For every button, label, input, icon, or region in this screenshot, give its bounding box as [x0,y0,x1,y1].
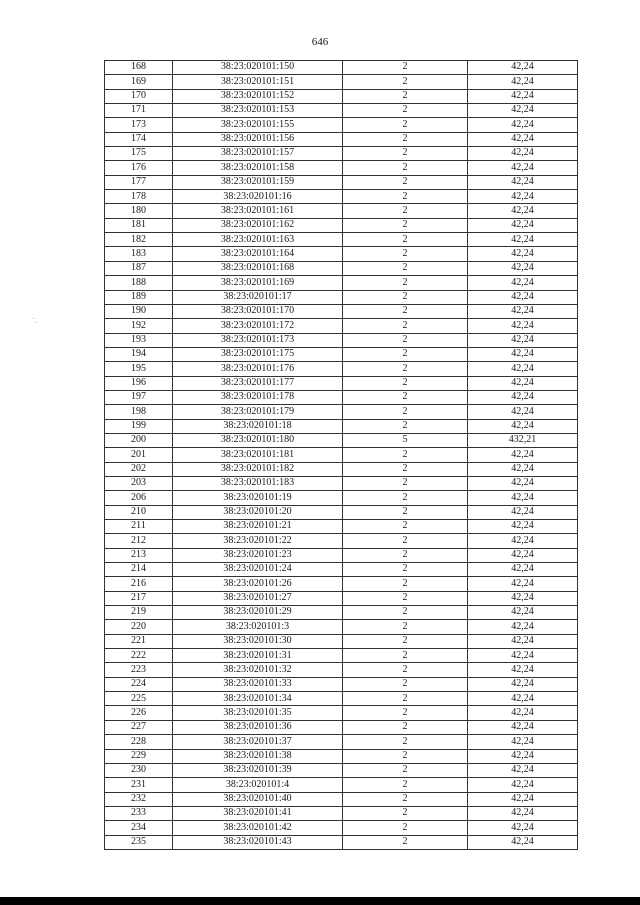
table-row [105,735,578,749]
value-cell: 42,24 [468,261,578,275]
count-cell: 2 [343,749,468,763]
cadastral-number-cell: 38:23:020101:24 [173,563,343,577]
value-cell: 42,24 [468,304,578,318]
count-cell: 2 [343,563,468,577]
value-cell: 42,24 [468,792,578,806]
cadastral-number-cell: 38:23:020101:26 [173,577,343,591]
row-number-cell: 219 [105,606,173,620]
cadastral-number-cell: 38:23:020101:158 [173,161,343,175]
cadastral-number-cell: 38:23:020101:176 [173,362,343,376]
row-number-cell: 183 [105,247,173,261]
value-cell: 42,24 [468,520,578,534]
cadastral-number-cell: 38:23:020101:23 [173,548,343,562]
cadastral-number-cell: 38:23:020101:181 [173,448,343,462]
row-number-cell: 178 [105,190,173,204]
table-row [105,104,578,118]
count-cell: 2 [343,606,468,620]
row-number-cell: 187 [105,261,173,275]
value-cell: 42,24 [468,634,578,648]
value-cell: 42,24 [468,390,578,404]
table-row [105,677,578,691]
table-row [105,692,578,706]
value-cell: 42,24 [468,276,578,290]
cadastral-number-cell: 38:23:020101:33 [173,677,343,691]
value-cell: 42,24 [468,419,578,433]
table-row [105,247,578,261]
table-row [105,448,578,462]
count-cell: 2 [343,233,468,247]
value-cell: 42,24 [468,190,578,204]
value-cell: 42,24 [468,376,578,390]
table-row [105,520,578,534]
row-number-cell: 203 [105,476,173,490]
row-number-cell: 169 [105,75,173,89]
row-number-cell: 224 [105,677,173,691]
cadastral-number-cell: 38:23:020101:39 [173,763,343,777]
table-row [105,778,578,792]
value-cell: 42,24 [468,175,578,189]
count-cell: 2 [343,821,468,835]
value-cell: 42,24 [468,218,578,232]
table-row [105,835,578,849]
cadastral-number-cell: 38:23:020101:182 [173,462,343,476]
count-cell: 2 [343,132,468,146]
value-cell: 42,24 [468,405,578,419]
table-row [105,376,578,390]
scan-speck [33,318,34,319]
row-number-cell: 230 [105,763,173,777]
table-row [105,161,578,175]
table-row [105,792,578,806]
row-number-cell: 193 [105,333,173,347]
row-number-cell: 192 [105,319,173,333]
row-number-cell: 221 [105,634,173,648]
row-number-cell: 211 [105,520,173,534]
row-number-cell: 217 [105,591,173,605]
count-cell: 2 [343,505,468,519]
scan-speck [36,322,37,323]
count-cell: 2 [343,462,468,476]
page-number: 646 [311,36,329,48]
table-row [105,390,578,404]
cadastral-number-cell: 38:23:020101:162 [173,218,343,232]
count-cell: 2 [343,147,468,161]
value-cell: 42,24 [468,692,578,706]
row-number-cell: 195 [105,362,173,376]
table-row [105,204,578,218]
cadastral-number-cell: 38:23:020101:177 [173,376,343,390]
cadastral-number-cell: 38:23:020101:183 [173,476,343,490]
count-cell: 2 [343,118,468,132]
value-cell: 42,24 [468,763,578,777]
value-cell: 42,24 [468,548,578,562]
table-row [105,720,578,734]
row-number-cell: 216 [105,577,173,591]
cadastral-number-cell: 38:23:020101:159 [173,175,343,189]
cadastral-number-cell: 38:23:020101:19 [173,491,343,505]
value-cell: 42,24 [468,821,578,835]
count-cell: 2 [343,835,468,849]
cadastral-number-cell: 38:23:020101:20 [173,505,343,519]
value-cell: 42,24 [468,233,578,247]
count-cell: 2 [343,534,468,548]
value-cell: 42,24 [468,706,578,720]
cadastral-number-cell: 38:23:020101:31 [173,649,343,663]
count-cell: 2 [343,706,468,720]
cadastral-number-cell: 38:23:020101:164 [173,247,343,261]
table-row [105,706,578,720]
row-number-cell: 176 [105,161,173,175]
count-cell: 2 [343,448,468,462]
value-cell: 42,24 [468,204,578,218]
row-number-cell: 171 [105,104,173,118]
table-row [105,548,578,562]
count-cell: 2 [343,161,468,175]
value-cell: 42,24 [468,462,578,476]
value-cell: 42,24 [468,75,578,89]
row-number-cell: 213 [105,548,173,562]
count-cell: 2 [343,649,468,663]
row-number-cell: 197 [105,390,173,404]
row-number-cell: 231 [105,778,173,792]
table-row [105,821,578,835]
table-row [105,591,578,605]
cadastral-number-cell: 38:23:020101:173 [173,333,343,347]
count-cell: 2 [343,190,468,204]
row-number-cell: 227 [105,720,173,734]
cadastral-number-cell: 38:23:020101:178 [173,390,343,404]
count-cell: 2 [343,405,468,419]
cadastral-number-cell: 38:23:020101:17 [173,290,343,304]
count-cell: 2 [343,491,468,505]
cadastral-number-cell: 38:23:020101:22 [173,534,343,548]
row-number-cell: 214 [105,563,173,577]
count-cell: 2 [343,290,468,304]
cadastral-number-cell: 38:23:020101:36 [173,720,343,734]
row-number-cell: 175 [105,147,173,161]
value-cell: 42,24 [468,104,578,118]
table-row [105,620,578,634]
count-cell: 5 [343,433,468,447]
value-cell: 42,24 [468,591,578,605]
count-cell: 2 [343,304,468,318]
count-cell: 2 [343,763,468,777]
count-cell: 2 [343,261,468,275]
row-number-cell: 174 [105,132,173,146]
cadastral-number-cell: 38:23:020101:42 [173,821,343,835]
value-cell: 42,24 [468,677,578,691]
cadastral-number-cell: 38:23:020101:18 [173,419,343,433]
cadastral-number-cell: 38:23:020101:4 [173,778,343,792]
value-cell: 42,24 [468,147,578,161]
count-cell: 2 [343,247,468,261]
value-cell: 42,24 [468,290,578,304]
table-row [105,433,578,447]
row-number-cell: 212 [105,534,173,548]
count-cell: 2 [343,620,468,634]
table-row [105,89,578,103]
value-cell: 42,24 [468,161,578,175]
cadastral-number-cell: 38:23:020101:175 [173,347,343,361]
value-cell: 42,24 [468,61,578,75]
count-cell: 2 [343,806,468,820]
table-row [105,606,578,620]
row-number-cell: 168 [105,61,173,75]
table-row [105,749,578,763]
cadastral-number-cell: 38:23:020101:156 [173,132,343,146]
count-cell: 2 [343,276,468,290]
table-row [105,577,578,591]
cadastral-number-cell: 38:23:020101:150 [173,61,343,75]
row-number-cell: 201 [105,448,173,462]
row-number-cell: 228 [105,735,173,749]
row-number-cell: 170 [105,89,173,103]
value-cell: 42,24 [468,563,578,577]
count-cell: 2 [343,778,468,792]
cadastral-number-cell: 38:23:020101:155 [173,118,343,132]
count-cell: 2 [343,347,468,361]
cadastral-number-cell: 38:23:020101:34 [173,692,343,706]
value-cell: 42,24 [468,505,578,519]
row-number-cell: 233 [105,806,173,820]
cadastral-number-cell: 38:23:020101:151 [173,75,343,89]
table-row [105,75,578,89]
cadastral-number-cell: 38:23:020101:27 [173,591,343,605]
count-cell: 2 [343,75,468,89]
value-cell: 42,24 [468,778,578,792]
table-row [105,649,578,663]
cadastral-number-cell: 38:23:020101:43 [173,835,343,849]
cadastral-number-cell: 38:23:020101:16 [173,190,343,204]
cadastral-table [104,60,578,850]
value-cell: 42,24 [468,118,578,132]
table-row [105,190,578,204]
count-cell: 2 [343,419,468,433]
count-cell: 2 [343,476,468,490]
value-cell: 42,24 [468,663,578,677]
row-number-cell: 177 [105,175,173,189]
value-cell: 42,24 [468,749,578,763]
table-row [105,476,578,490]
row-number-cell: 189 [105,290,173,304]
table-row [105,175,578,189]
table-row [105,118,578,132]
row-number-cell: 173 [105,118,173,132]
table-row [105,233,578,247]
cadastral-number-cell: 38:23:020101:21 [173,520,343,534]
value-cell: 432,21 [468,433,578,447]
cadastral-number-cell: 38:23:020101:157 [173,147,343,161]
table-row [105,261,578,275]
value-cell: 42,24 [468,132,578,146]
row-number-cell: 225 [105,692,173,706]
cadastral-number-cell: 38:23:020101:172 [173,319,343,333]
table-row [105,491,578,505]
cadastral-number-cell: 38:23:020101:35 [173,706,343,720]
value-cell: 42,24 [468,806,578,820]
count-cell: 2 [343,333,468,347]
value-cell: 42,24 [468,577,578,591]
table-row [105,61,578,75]
table-row [105,534,578,548]
table-row [105,132,578,146]
cadastral-number-cell: 38:23:020101:32 [173,663,343,677]
table-body [105,61,578,850]
table-row [105,462,578,476]
table-row [105,563,578,577]
cadastral-number-cell: 38:23:020101:163 [173,233,343,247]
count-cell: 2 [343,663,468,677]
row-number-cell: 188 [105,276,173,290]
value-cell: 42,24 [468,649,578,663]
row-number-cell: 190 [105,304,173,318]
cadastral-number-cell: 38:23:020101:170 [173,304,343,318]
count-cell: 2 [343,61,468,75]
count-cell: 2 [343,591,468,605]
value-cell: 42,24 [468,362,578,376]
table-row [105,405,578,419]
row-number-cell: 200 [105,433,173,447]
cadastral-number-cell: 38:23:020101:40 [173,792,343,806]
count-cell: 2 [343,390,468,404]
count-cell: 2 [343,175,468,189]
value-cell: 42,24 [468,476,578,490]
table-row [105,147,578,161]
cadastral-number-cell: 38:23:020101:38 [173,749,343,763]
count-cell: 2 [343,376,468,390]
table-row [105,290,578,304]
count-cell: 2 [343,692,468,706]
cadastral-number-cell: 38:23:020101:3 [173,620,343,634]
cadastral-number-cell: 38:23:020101:180 [173,433,343,447]
count-cell: 2 [343,735,468,749]
count-cell: 2 [343,577,468,591]
value-cell: 42,24 [468,534,578,548]
cadastral-number-cell: 38:23:020101:179 [173,405,343,419]
value-cell: 42,24 [468,620,578,634]
cadastral-number-cell: 38:23:020101:153 [173,104,343,118]
row-number-cell: 181 [105,218,173,232]
count-cell: 2 [343,548,468,562]
count-cell: 2 [343,89,468,103]
row-number-cell: 232 [105,792,173,806]
row-number-cell: 234 [105,821,173,835]
count-cell: 2 [343,218,468,232]
cadastral-number-cell: 38:23:020101:37 [173,735,343,749]
count-cell: 2 [343,104,468,118]
count-cell: 2 [343,319,468,333]
value-cell: 42,24 [468,89,578,103]
count-cell: 2 [343,634,468,648]
value-cell: 42,24 [468,491,578,505]
row-number-cell: 198 [105,405,173,419]
scan-edge [0,897,640,905]
table-row [105,419,578,433]
value-cell: 42,24 [468,735,578,749]
cadastral-number-cell: 38:23:020101:168 [173,261,343,275]
cadastral-number-cell: 38:23:020101:152 [173,89,343,103]
table-row [105,362,578,376]
row-number-cell: 180 [105,204,173,218]
value-cell: 42,24 [468,347,578,361]
row-number-cell: 182 [105,233,173,247]
table-row [105,663,578,677]
value-cell: 42,24 [468,247,578,261]
cadastral-number-cell: 38:23:020101:29 [173,606,343,620]
value-cell: 42,24 [468,606,578,620]
value-cell: 42,24 [468,333,578,347]
row-number-cell: 222 [105,649,173,663]
value-cell: 42,24 [468,720,578,734]
row-number-cell: 194 [105,347,173,361]
count-cell: 2 [343,677,468,691]
table-row [105,276,578,290]
table-row [105,505,578,519]
row-number-cell: 235 [105,835,173,849]
cadastral-number-cell: 38:23:020101:161 [173,204,343,218]
table-row [105,333,578,347]
data-table-container [104,60,577,850]
row-number-cell: 229 [105,749,173,763]
count-cell: 2 [343,520,468,534]
table-row [105,304,578,318]
count-cell: 2 [343,204,468,218]
row-number-cell: 223 [105,663,173,677]
row-number-cell: 196 [105,376,173,390]
table-row [105,347,578,361]
row-number-cell: 199 [105,419,173,433]
cadastral-number-cell: 38:23:020101:169 [173,276,343,290]
count-cell: 2 [343,362,468,376]
row-number-cell: 206 [105,491,173,505]
table-row [105,634,578,648]
value-cell: 42,24 [468,319,578,333]
row-number-cell: 210 [105,505,173,519]
row-number-cell: 202 [105,462,173,476]
count-cell: 2 [343,792,468,806]
table-row [105,319,578,333]
cadastral-number-cell: 38:23:020101:30 [173,634,343,648]
table-row [105,763,578,777]
table-row [105,806,578,820]
table-row [105,218,578,232]
cadastral-number-cell: 38:23:020101:41 [173,806,343,820]
row-number-cell: 220 [105,620,173,634]
value-cell: 42,24 [468,448,578,462]
value-cell: 42,24 [468,835,578,849]
row-number-cell: 226 [105,706,173,720]
count-cell: 2 [343,720,468,734]
